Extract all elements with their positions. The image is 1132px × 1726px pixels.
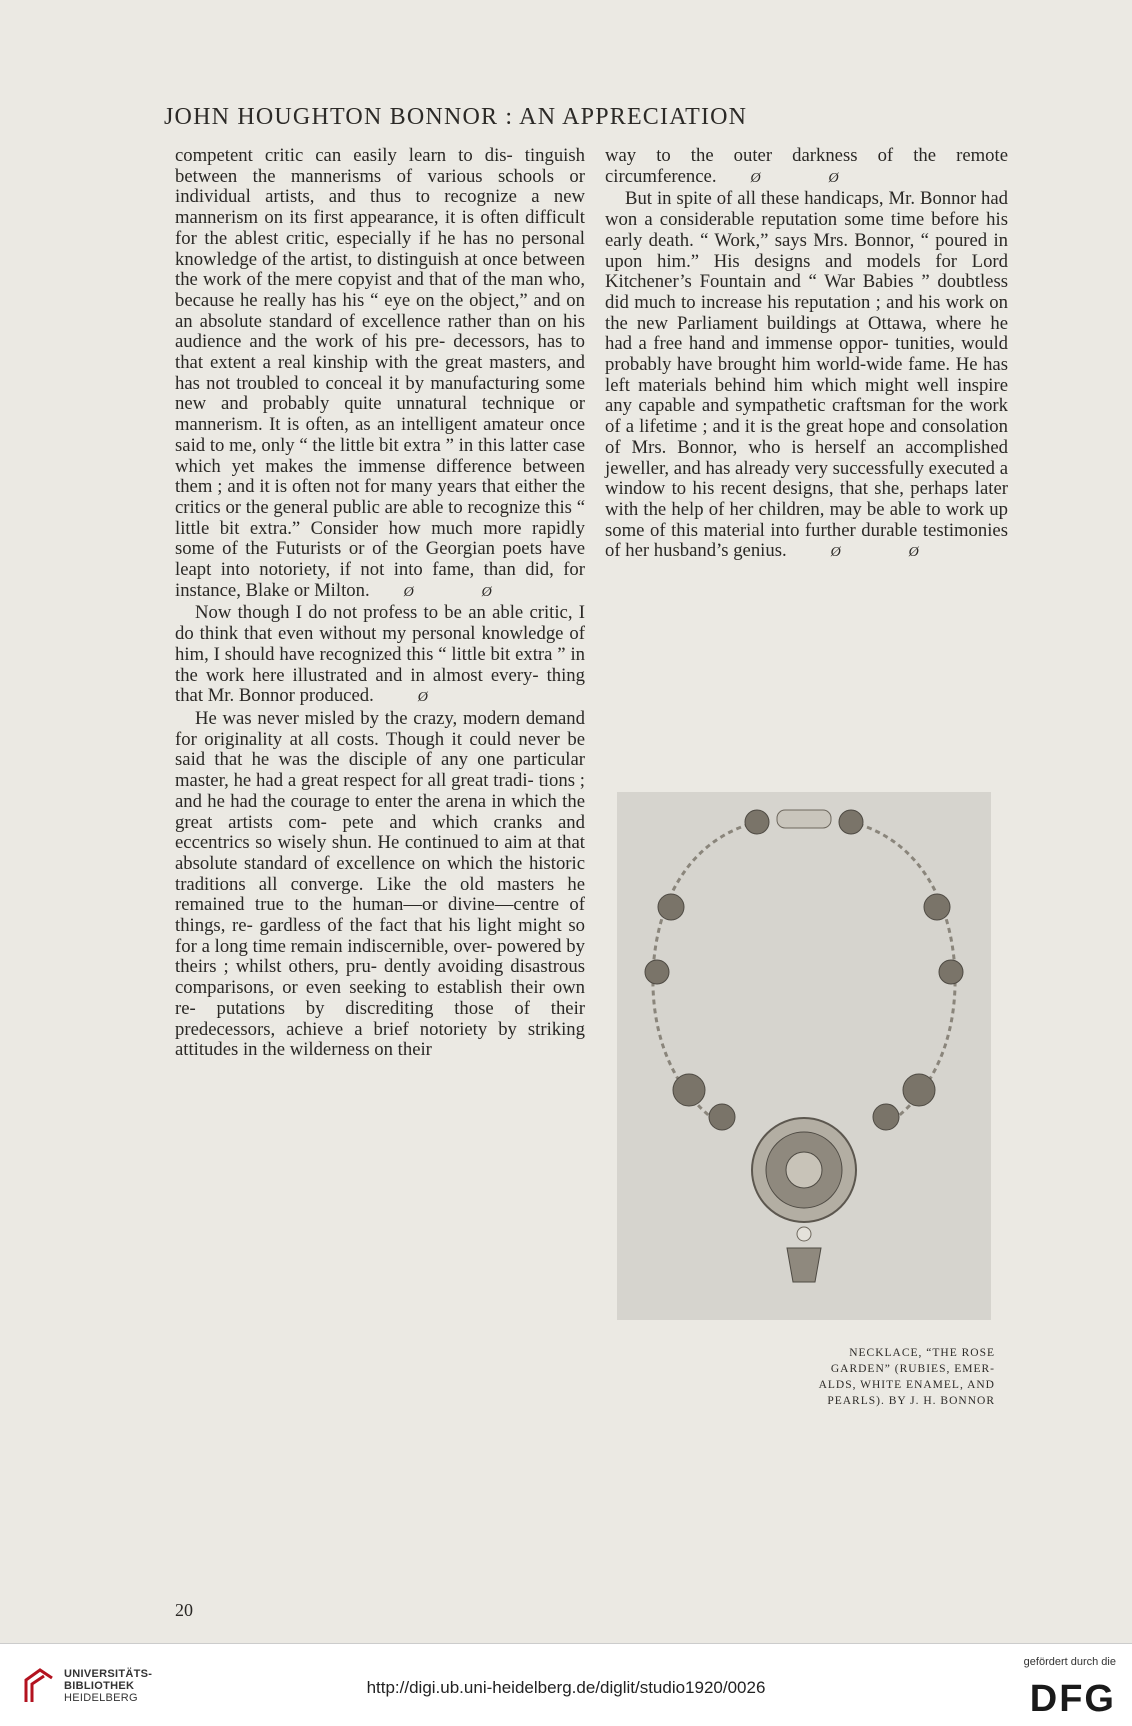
- left-paragraph-1: competent critic can easily learn to dis- tinguish between the mannerisms of various schools or individual artists, and thus to recognize a new mannerism on its first appearance, it is often difficult for the ablest critic, especially if he has no personal knowledge of the artist, to distinguish at once between the work of the mere copyist and that of the man who, because he really has his “ eye on the object,” and on an absolute standard of excellence rather than on his audience and the work of his pre- decessors, has to that extent a real kinship with the great masters, and has not troubled to conceal it by manufacturing some new and probably quite unnatural technique or mannerism. It is often, as an intelligent amateur once said to me, only “ the little bit extra ” in this latter case which yet makes the immense difference between them ; and it is often not for many years that either the critics or the general public are able to recognize this “ little bit extra.” Consider how much more rapidly some of the Futurists or of the Georgian poets have leapt into notoriety, if not into fame, than did, for instance, Blake or Milton. Ø Ø: [175, 146, 585, 603]
- page-number: 20: [175, 1600, 193, 1620]
- right-paragraph-2: But in spite of all these handicaps, Mr. Bonnor had won a considerable reputation some time before his early death. “ Work,” says Mrs. Bonnor, “ poured in upon him.” His designs and models for Lord Kitchener’s Fountain and “ War Babies ” doubtless did much to increase his reputation ; and his work on the new Parliament buildings at Ottawa, where he had a free hand and immense oppor- tunities, would probably have brought him world-wide fame. He has left materials behind him which might well inspire any capable and sympathetic craftsman for the work of a lifetime ; and it is the great hope and consolation of Mrs. Bonnor, who is herself an accomplished jeweller, and has already very successfully executed a window to his recent designs, that she, perhaps later with the help of her children, may be able to work up some of this material into further durable testimonies of her husband’s genius. Ø Ø: [605, 189, 1008, 564]
- ornament-icon: Ø: [750, 170, 761, 186]
- ornament-icon: Ø: [908, 545, 919, 561]
- ornament-icon: Ø: [403, 584, 414, 600]
- left-paragraph-2: Now though I do not profess to be an able critic, I do think that even without my personal knowledge of him, I should have recognized this “ little bit extra ” in the work here illustrated and in almost every- thing that Mr. Bonnor produced. Ø: [175, 603, 585, 709]
- library-name-line-1: UNIVERSITÄTS-: [64, 1668, 153, 1680]
- ornament-icon: Ø: [828, 170, 839, 186]
- library-name-line-3: HEIDELBERG: [64, 1692, 138, 1704]
- source-url[interactable]: http://digi.ub.uni-heidelberg.de/diglit/studio1920/0026: [366, 1678, 766, 1697]
- right-paragraph-1: way to the outer darkness of the remote circumference. Ø Ø: [605, 146, 1008, 189]
- ornament-icon: Ø: [481, 584, 492, 600]
- footer-bar: [0, 1643, 1132, 1726]
- ornament-icon: Ø: [830, 545, 841, 561]
- necklace-illustration: [617, 792, 991, 1320]
- funder-logo: DFG: [1029, 1678, 1116, 1720]
- ornament-icon: Ø: [417, 690, 428, 706]
- necklace-photograph: [617, 792, 991, 1320]
- left-paragraph-3: He was never misled by the crazy, modern demand for originality at all costs. Though it could never be said that he was the disciple of any one particular master, he had a great respect for all great tradi- tions ; and he had the courage to enter the arena in which the great artists com- pete and which cranks and eccentrics so wisely shun. He continued to aim at that absolute standard of excellence on which the historic traditions all converge. Like the old masters he remained true to the human—or divine—centre of things, re- gardless of the fact that his light might so for a long time remain indiscernible, over- powered by theirs ; whilst others, pru- dently avoiding disastrous comparisons, or even seeking to establish their own re- putations by discrediting those of their predecessors, achieve a brief notoriety by striking attitudes in the wilderness on their: [175, 707, 585, 1061]
- funded-by-label: gefördert durch die: [1023, 1656, 1116, 1668]
- left-column: [175, 146, 585, 1061]
- right-column: [605, 146, 1008, 564]
- library-name-line-2: BIBLIOTHEK: [64, 1680, 135, 1692]
- running-header: JOHN HOUGHTON BONNOR : AN APPRECIATION: [164, 104, 748, 130]
- figure-caption: NECKLACE, “THE ROSE GARDEN” (RUBIES, EMER- ALDS, WHITE ENAMEL, AND PEARLS). BY J. H. BONNOR: [818, 1347, 995, 1407]
